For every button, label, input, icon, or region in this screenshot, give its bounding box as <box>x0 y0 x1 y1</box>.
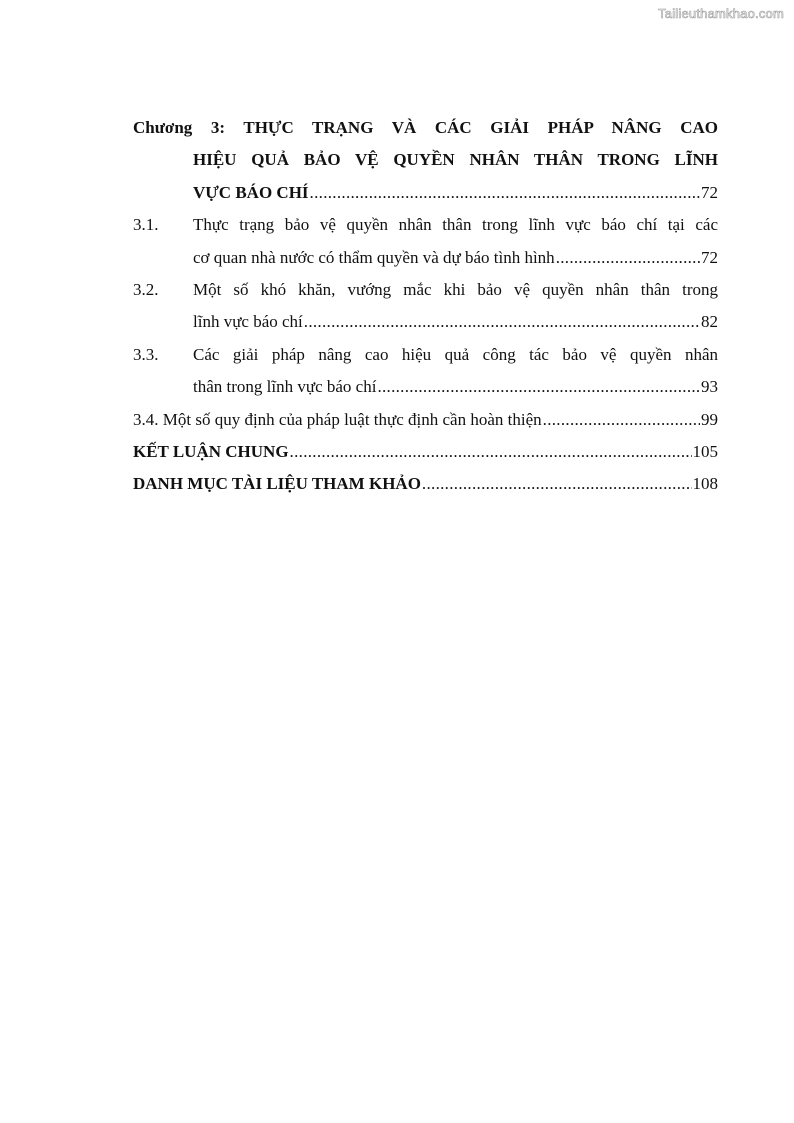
page-number: 105 <box>692 441 718 461</box>
toc-references-text: DANH MỤC TÀI LIỆU THAM KHẢO <box>133 474 421 494</box>
dot-leader <box>543 404 700 436</box>
page-number: 82 <box>701 312 718 332</box>
toc-3-2-entry[interactable] <box>133 306 718 338</box>
dot-leader <box>422 468 692 500</box>
toc-3-1-text1: Thực trạng bảo vệ quyền nhân thân trong lĩnh vực báo chí tại các <box>193 215 718 235</box>
toc-3-3-text1: Các giải pháp nâng cao hiệu quả công tác bảo vệ quyền nhân <box>193 344 718 364</box>
page-number: 108 <box>692 474 718 494</box>
toc-3-1-line1 <box>133 209 718 241</box>
section-number: 3.2. <box>133 279 159 299</box>
page-number: 72 <box>701 247 718 267</box>
dot-leader <box>556 242 700 274</box>
toc-chapter3-line1: Chương 3: THỰC TRẠNG VÀ CÁC GIẢI PHÁP NÂNG CAO <box>133 118 718 137</box>
toc-conclusion-text: KẾT LUẬN CHUNG <box>133 441 289 461</box>
toc-references-entry[interactable] <box>133 468 718 500</box>
dot-leader <box>290 436 692 468</box>
toc-chapter3-line2: HIỆU QUẢ BẢO VỆ QUYỀN NHÂN THÂN TRONG LĨNH <box>193 150 718 170</box>
section-number: 3.1. <box>133 215 159 235</box>
table-of-contents <box>133 112 718 501</box>
toc-chapter3-entry[interactable] <box>133 177 718 209</box>
toc-3-4-text: 3.4. Một số quy định của pháp luật thực định cần hoàn thiện <box>133 409 542 429</box>
toc-3-1-text2: cơ quan nhà nước có thẩm quyền và dự báo tình hình <box>193 247 555 267</box>
section-number: 3.3. <box>133 344 159 364</box>
toc-3-3-line1 <box>133 339 718 371</box>
dot-leader <box>304 306 700 338</box>
toc-conclusion-entry[interactable] <box>133 436 718 468</box>
toc-3-2-text1: Một số khó khăn, vướng mắc khi bảo vệ quyền nhân thân trong <box>193 279 718 299</box>
toc-3-2-line1 <box>133 274 718 306</box>
toc-3-1-entry[interactable] <box>133 242 718 274</box>
page-number: 93 <box>701 377 718 397</box>
page-number: 72 <box>701 182 718 202</box>
dot-leader <box>310 177 700 209</box>
toc-3-3-entry[interactable] <box>133 371 718 403</box>
watermark: Tailieuthamkhao.com <box>658 6 784 21</box>
dot-leader <box>377 371 700 403</box>
toc-3-4-entry[interactable] <box>133 404 718 436</box>
toc-chapter3-line3: VỰC BÁO CHÍ <box>193 182 309 202</box>
page-number: 99 <box>701 409 718 429</box>
toc-3-2-text2: lĩnh vực báo chí <box>193 312 303 332</box>
toc-3-3-text2: thân trong lĩnh vực báo chí <box>193 377 377 397</box>
